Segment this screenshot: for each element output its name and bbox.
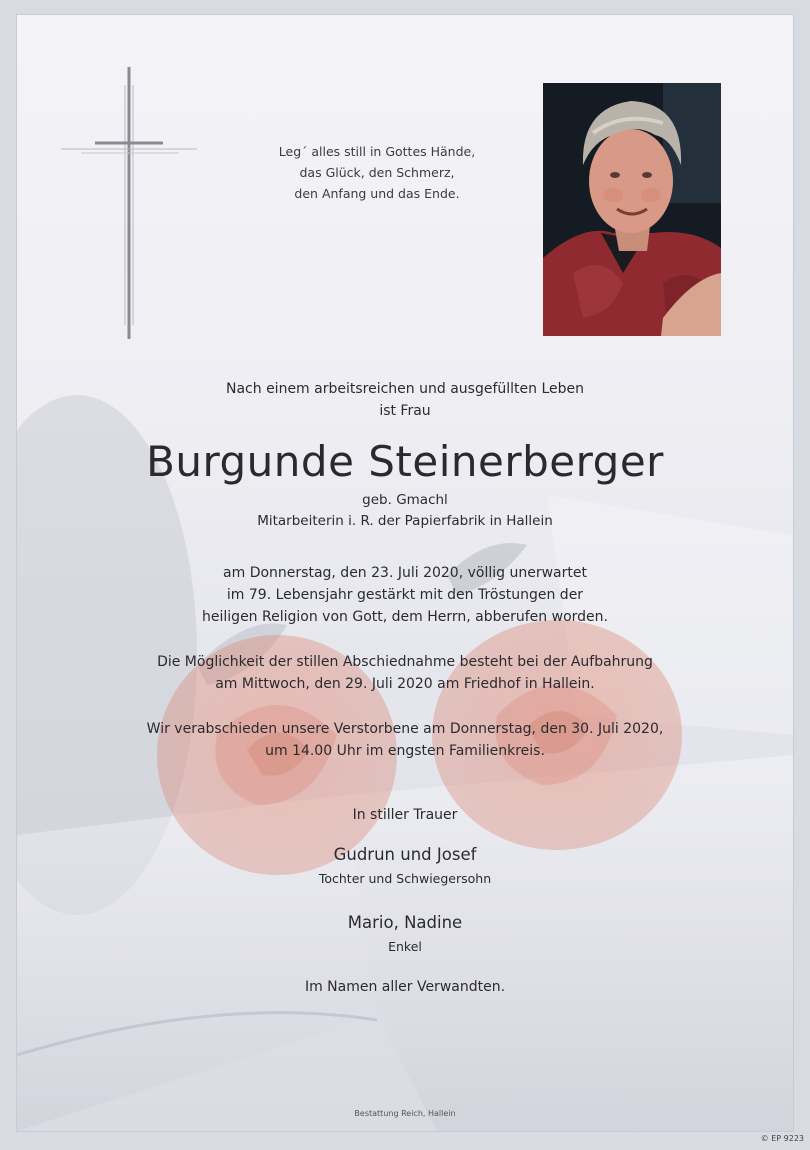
paragraph-line: heiligen Religion von Gott, dem Herrn, abberufen worden. xyxy=(202,609,608,625)
paragraph-line: im 79. Lebensjahr gestärkt mit den Tröstungen der xyxy=(226,587,584,603)
parte-card xyxy=(16,14,794,1132)
mourner-names: Gudrun und Josef xyxy=(333,845,477,864)
deceased-name: Burgunde Steinerberger xyxy=(146,437,664,486)
mourner-names: Mario, Nadine xyxy=(347,913,463,932)
poem-line: das Glück, den Schmerz, xyxy=(299,165,455,180)
intro-text xyxy=(17,378,793,422)
intro-line: ist Frau xyxy=(379,403,431,419)
paragraph-line: um 14.00 Uhr im engsten Familienkreis. xyxy=(265,743,545,759)
occupation: Mitarbeiterin i. R. der Papierfabrik in Hallein xyxy=(257,513,553,529)
mourning-heading: In stiller Trauer xyxy=(352,807,458,823)
deceased-details xyxy=(17,490,793,532)
print-code: © EP 9223 xyxy=(760,1134,804,1143)
birth-name: geb. Gmachl xyxy=(362,492,448,508)
paragraph-line: am Mittwoch, den 29. Juli 2020 am Friedhof in Hallein. xyxy=(215,676,595,692)
paragraph-line: Die Möglichkeit der stillen Abschiednahme besteht bei der Aufbahrung xyxy=(157,654,653,670)
paragraph-line: Wir verabschieden unsere Verstorbene am Donnerstag, den 30. Juli 2020, xyxy=(146,721,664,737)
undertaker-credit: Bestattung Reich, Hallein xyxy=(354,1109,456,1118)
intro-line: Nach einem arbeitsreichen und ausgefüllten Leben xyxy=(226,381,584,397)
mourner-relation: Tochter und Schwiegersohn xyxy=(318,871,492,886)
paragraph-line: am Donnerstag, den 23. Juli 2020, völlig unerwartet xyxy=(223,565,587,581)
poem xyxy=(227,141,527,204)
cross-icon xyxy=(61,65,197,341)
mourner-relation: Enkel xyxy=(388,939,422,954)
poem-line: Leg´ alles still in Gottes Hände, xyxy=(278,144,476,159)
death-notice-paragraph xyxy=(17,562,793,628)
closing-line: Im Namen aller Verwandten. xyxy=(304,979,506,995)
viewing-paragraph xyxy=(17,651,793,695)
farewell-paragraph xyxy=(17,718,793,762)
poem-line: den Anfang und das Ende. xyxy=(294,186,460,201)
portrait-photo xyxy=(543,83,721,336)
